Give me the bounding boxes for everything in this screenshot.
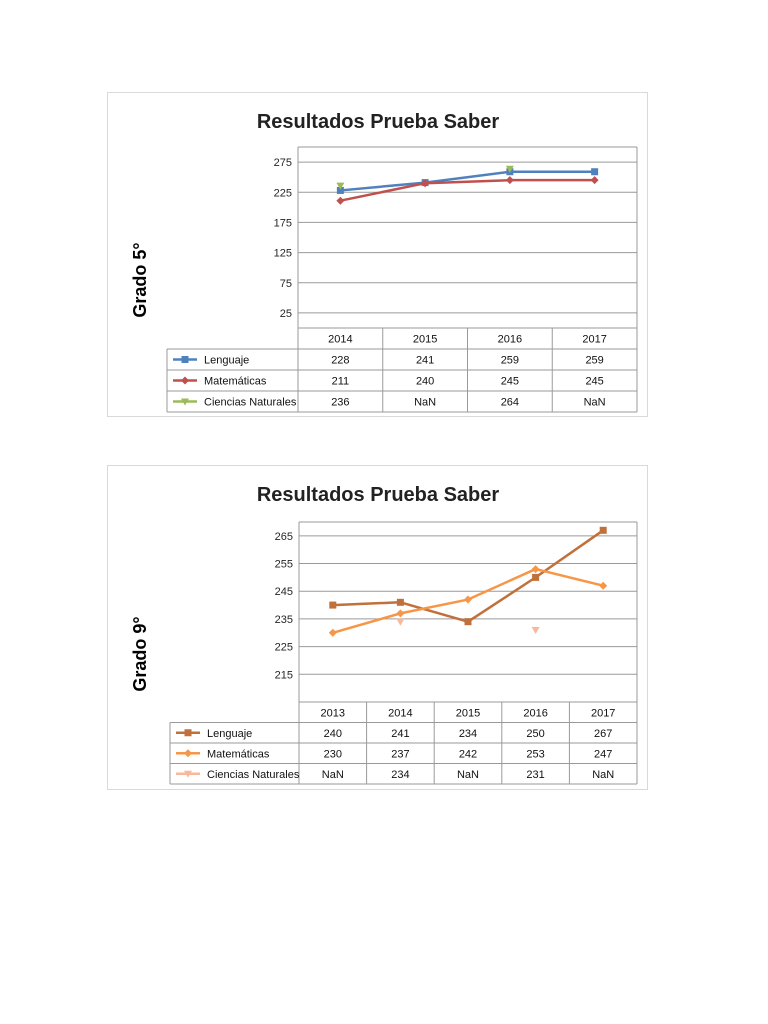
x-tick-label: 2013 xyxy=(320,707,346,720)
data-table-cell: NaN xyxy=(583,396,606,409)
data-table-cell: 211 xyxy=(331,375,350,388)
series-line-matemáticas xyxy=(340,180,594,201)
data-table-cell: 228 xyxy=(331,354,350,367)
data-table-cell: 259 xyxy=(500,354,520,367)
y-tick-label: 75 xyxy=(279,277,292,290)
data-table-cell: 250 xyxy=(526,727,545,740)
data-table-cell: 259 xyxy=(585,354,604,367)
chart-title: Resultados Prueba Saber xyxy=(256,484,500,506)
y-tick-label: 255 xyxy=(274,558,293,571)
y-tick-label: 225 xyxy=(274,641,293,654)
data-table-cell: 241 xyxy=(415,354,435,367)
x-tick-label: 2017 xyxy=(590,707,616,720)
data-point xyxy=(600,527,607,534)
chart-grado-5-svg xyxy=(108,93,647,416)
data-table-cell: 267 xyxy=(594,727,613,740)
y-tick-label: 215 xyxy=(274,669,293,682)
data-table-cell: 247 xyxy=(594,748,613,761)
x-tick-label: 2017 xyxy=(582,333,607,346)
data-point xyxy=(329,602,336,609)
data-table-cell: NaN xyxy=(414,396,437,409)
y-tick-label: 225 xyxy=(273,187,292,200)
legend-marker-1 xyxy=(181,377,189,385)
data-point xyxy=(591,168,598,175)
y-tick-label: 125 xyxy=(273,247,292,260)
y-tick-label: 25 xyxy=(279,307,292,320)
y-axis-label: Grado 5° xyxy=(130,242,150,318)
legend-marker-1 xyxy=(184,749,192,757)
data-table-cell: 230 xyxy=(323,748,342,761)
data-table-cell: 234 xyxy=(391,768,410,781)
legend-marker-0 xyxy=(182,356,189,363)
data-table-cell: 231 xyxy=(526,768,545,781)
data-table-cell: 253 xyxy=(526,748,545,761)
y-tick-label: 175 xyxy=(273,217,292,230)
data-point xyxy=(336,197,344,205)
data-table-cell: 237 xyxy=(391,748,410,761)
data-point xyxy=(396,609,404,617)
data-point xyxy=(396,619,404,626)
data-table-cell: 245 xyxy=(500,375,520,388)
data-point xyxy=(397,599,404,606)
data-table-cell: NaN xyxy=(592,768,615,781)
y-tick-label: 235 xyxy=(274,613,293,626)
data-point xyxy=(532,627,540,634)
data-point xyxy=(532,565,540,573)
chart-grado-9 xyxy=(107,465,648,790)
legend-label: Lenguaje xyxy=(207,727,253,740)
chart-title: Resultados Prueba Saber xyxy=(256,111,500,133)
data-point xyxy=(532,574,539,581)
x-tick-label: 2015 xyxy=(412,333,438,346)
legend-label: Ciencias Naturales xyxy=(204,396,297,409)
data-table-cell: 236 xyxy=(331,396,350,409)
data-table-cell: 240 xyxy=(323,727,342,740)
data-table-cell: 240 xyxy=(415,375,435,388)
data-point xyxy=(464,596,472,604)
legend-label: Matemáticas xyxy=(204,375,267,388)
chart-grado-9-svg xyxy=(108,466,647,789)
data-table-cell: 242 xyxy=(458,748,478,761)
data-table-cell: 264 xyxy=(500,396,520,409)
legend-label: Ciencias Naturales xyxy=(207,768,300,781)
x-tick-label: 2015 xyxy=(455,707,481,720)
data-table-cell: NaN xyxy=(456,768,480,781)
y-axis-label: Grado 9° xyxy=(130,616,150,692)
legend-marker-0 xyxy=(185,729,192,736)
data-point xyxy=(591,176,599,184)
chart-grado-5 xyxy=(107,92,648,417)
y-tick-label: 245 xyxy=(274,586,293,599)
x-tick-label: 2016 xyxy=(523,707,548,720)
data-point xyxy=(506,176,514,184)
y-tick-label: 265 xyxy=(274,530,293,543)
legend-label: Matemáticas xyxy=(207,748,270,761)
data-table-cell: NaN xyxy=(321,768,344,781)
data-table-cell: 241 xyxy=(391,727,410,740)
data-point xyxy=(599,582,607,590)
x-tick-label: 2016 xyxy=(497,333,523,346)
x-tick-label: 2014 xyxy=(388,707,413,720)
data-point xyxy=(465,618,472,625)
data-table-cell: 245 xyxy=(585,375,604,388)
legend-label: Lenguaje xyxy=(204,354,250,367)
data-table-cell: 234 xyxy=(458,727,478,740)
data-point xyxy=(329,629,337,637)
x-tick-label: 2014 xyxy=(328,333,353,346)
y-tick-label: 275 xyxy=(273,157,292,170)
